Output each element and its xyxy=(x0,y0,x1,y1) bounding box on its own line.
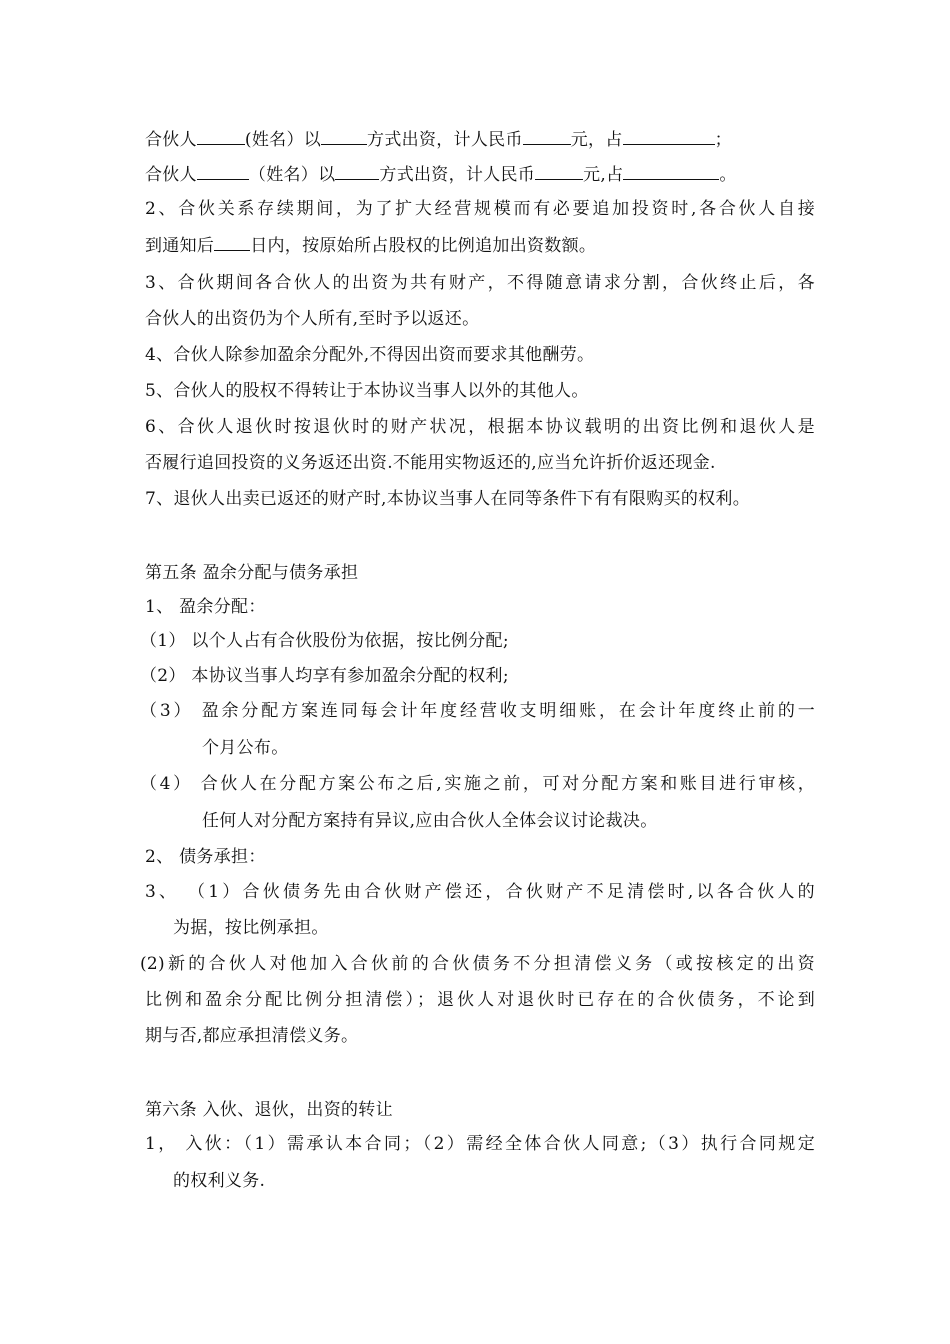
article-6-item-1-line-2: 的权利义务. xyxy=(173,1171,266,1191)
article-5-sub-4-line-2: 任何人对分配方案持有异议,应由合伙人全体会议讨论裁决。 xyxy=(202,811,658,831)
method-blank xyxy=(321,127,367,145)
clause-2-line-2 xyxy=(145,233,815,257)
partner-prefix: 合伙人 xyxy=(145,130,197,150)
article-5-heading: 第五条 盈余分配与债务承担 xyxy=(145,563,359,583)
clause-6-line-1: 6、合伙人退伙时按退伙时的财产状况，根据本协议载明的出资比例和退伙人是 xyxy=(145,417,815,437)
clause-2-text-b: 日内，按原始所占股权的比例追加出资数额。 xyxy=(250,236,597,256)
article-5-sub-4-line-1: （4） 合伙人在分配方案公布之后,实施之前，可对分配方案和账目进行审核， xyxy=(140,774,815,794)
share-blank xyxy=(623,127,715,145)
partner-prefix: 合伙人 xyxy=(145,165,197,185)
days-blank xyxy=(214,233,250,251)
article-5-sub-2: （2） 本协议当事人均享有参加盈余分配的权利; xyxy=(140,666,509,686)
clause-5: 5、合伙人的股权不得转让于本协议当事人以外的其他人。 xyxy=(145,381,589,401)
name-label: （姓名）以 xyxy=(248,165,336,185)
article-5-item-3-line-2: 为据，按比例承担。 xyxy=(173,918,329,938)
clause-3-line-1: 3、合伙期间各合伙人的出资为共有财产，不得随意请求分割，合伙终止后，各 xyxy=(145,273,815,293)
name-blank xyxy=(197,127,245,145)
share-blank xyxy=(623,162,719,180)
name-blank xyxy=(197,162,249,180)
clause-2-line-1: 2、合伙关系存续期间，为了扩大经营规模而有必要追加投资时,各合伙人自接 xyxy=(145,199,815,219)
clause-6-line-2: 否履行追回投资的义务返还出资.不能用实物返还的,应当允许折价返还现金. xyxy=(145,453,716,473)
method-label: 方式出资，计人民币 xyxy=(367,130,523,150)
clause-3-line-2: 合伙人的出资仍为个人所有,至时予以返还。 xyxy=(145,309,480,329)
amount-blank xyxy=(535,162,583,180)
article-5-sub-3-line-2: 个月公布。 xyxy=(202,738,289,758)
article-5-para-2-line-3: 期与否,都应承担清偿义务。 xyxy=(145,1026,359,1046)
article-6-item-1-line-1: 1， 入伙：（1）需承认本合同；（2）需经全体合伙人同意;（3）执行合同规定 xyxy=(145,1134,815,1154)
article-5-item-1: 1、 盈余分配： xyxy=(145,597,266,617)
clause-7: 7、退伙人出卖已返还的财产时,本协议当事人在同等条件下有有限购买的权利。 xyxy=(145,489,751,509)
partner-line-1 xyxy=(145,127,815,151)
currency-label: 元，占 xyxy=(570,130,623,150)
article-6-heading: 第六条 入伙、退伙，出资的转让 xyxy=(145,1100,393,1120)
article-5-sub-3-line-1: （3） 盈余分配方案连同每会计年度经营收支明细账，在会计年度终止前的一 xyxy=(140,701,815,721)
partner-line-2 xyxy=(145,162,815,186)
method-label: 方式出资，计人民币 xyxy=(379,165,536,185)
clause-4: 4、合伙人除参加盈余分配外,不得因出资而要求其他酬劳。 xyxy=(145,345,595,365)
article-5-para-2-line-1: (2)新的合伙人对他加入合伙前的合伙债务不分担清偿义务（或按核定的出资 xyxy=(140,954,815,974)
amount-blank xyxy=(523,127,571,145)
clause-2-text-a: 到通知后 xyxy=(145,236,215,256)
article-5-item-2: 2、 债务承担： xyxy=(145,847,266,867)
line-end: ； xyxy=(714,130,732,150)
method-blank xyxy=(335,162,379,180)
name-label: (姓名）以 xyxy=(244,130,322,150)
currency-label: 元,占 xyxy=(583,165,624,185)
line-end: 。 xyxy=(719,165,737,185)
article-5-item-3-line-1: 3、 （1）合伙债务先由合伙财产偿还，合伙财产不足清偿时,以各合伙人的 xyxy=(145,882,815,902)
article-5-sub-1: （1） 以个人占有合伙股份为依据，按比例分配; xyxy=(140,631,509,651)
article-5-para-2-line-2: 比例和盈余分配比例分担清偿）；退伙人对退伙时已存在的合伙债务，不论到 xyxy=(145,990,815,1010)
